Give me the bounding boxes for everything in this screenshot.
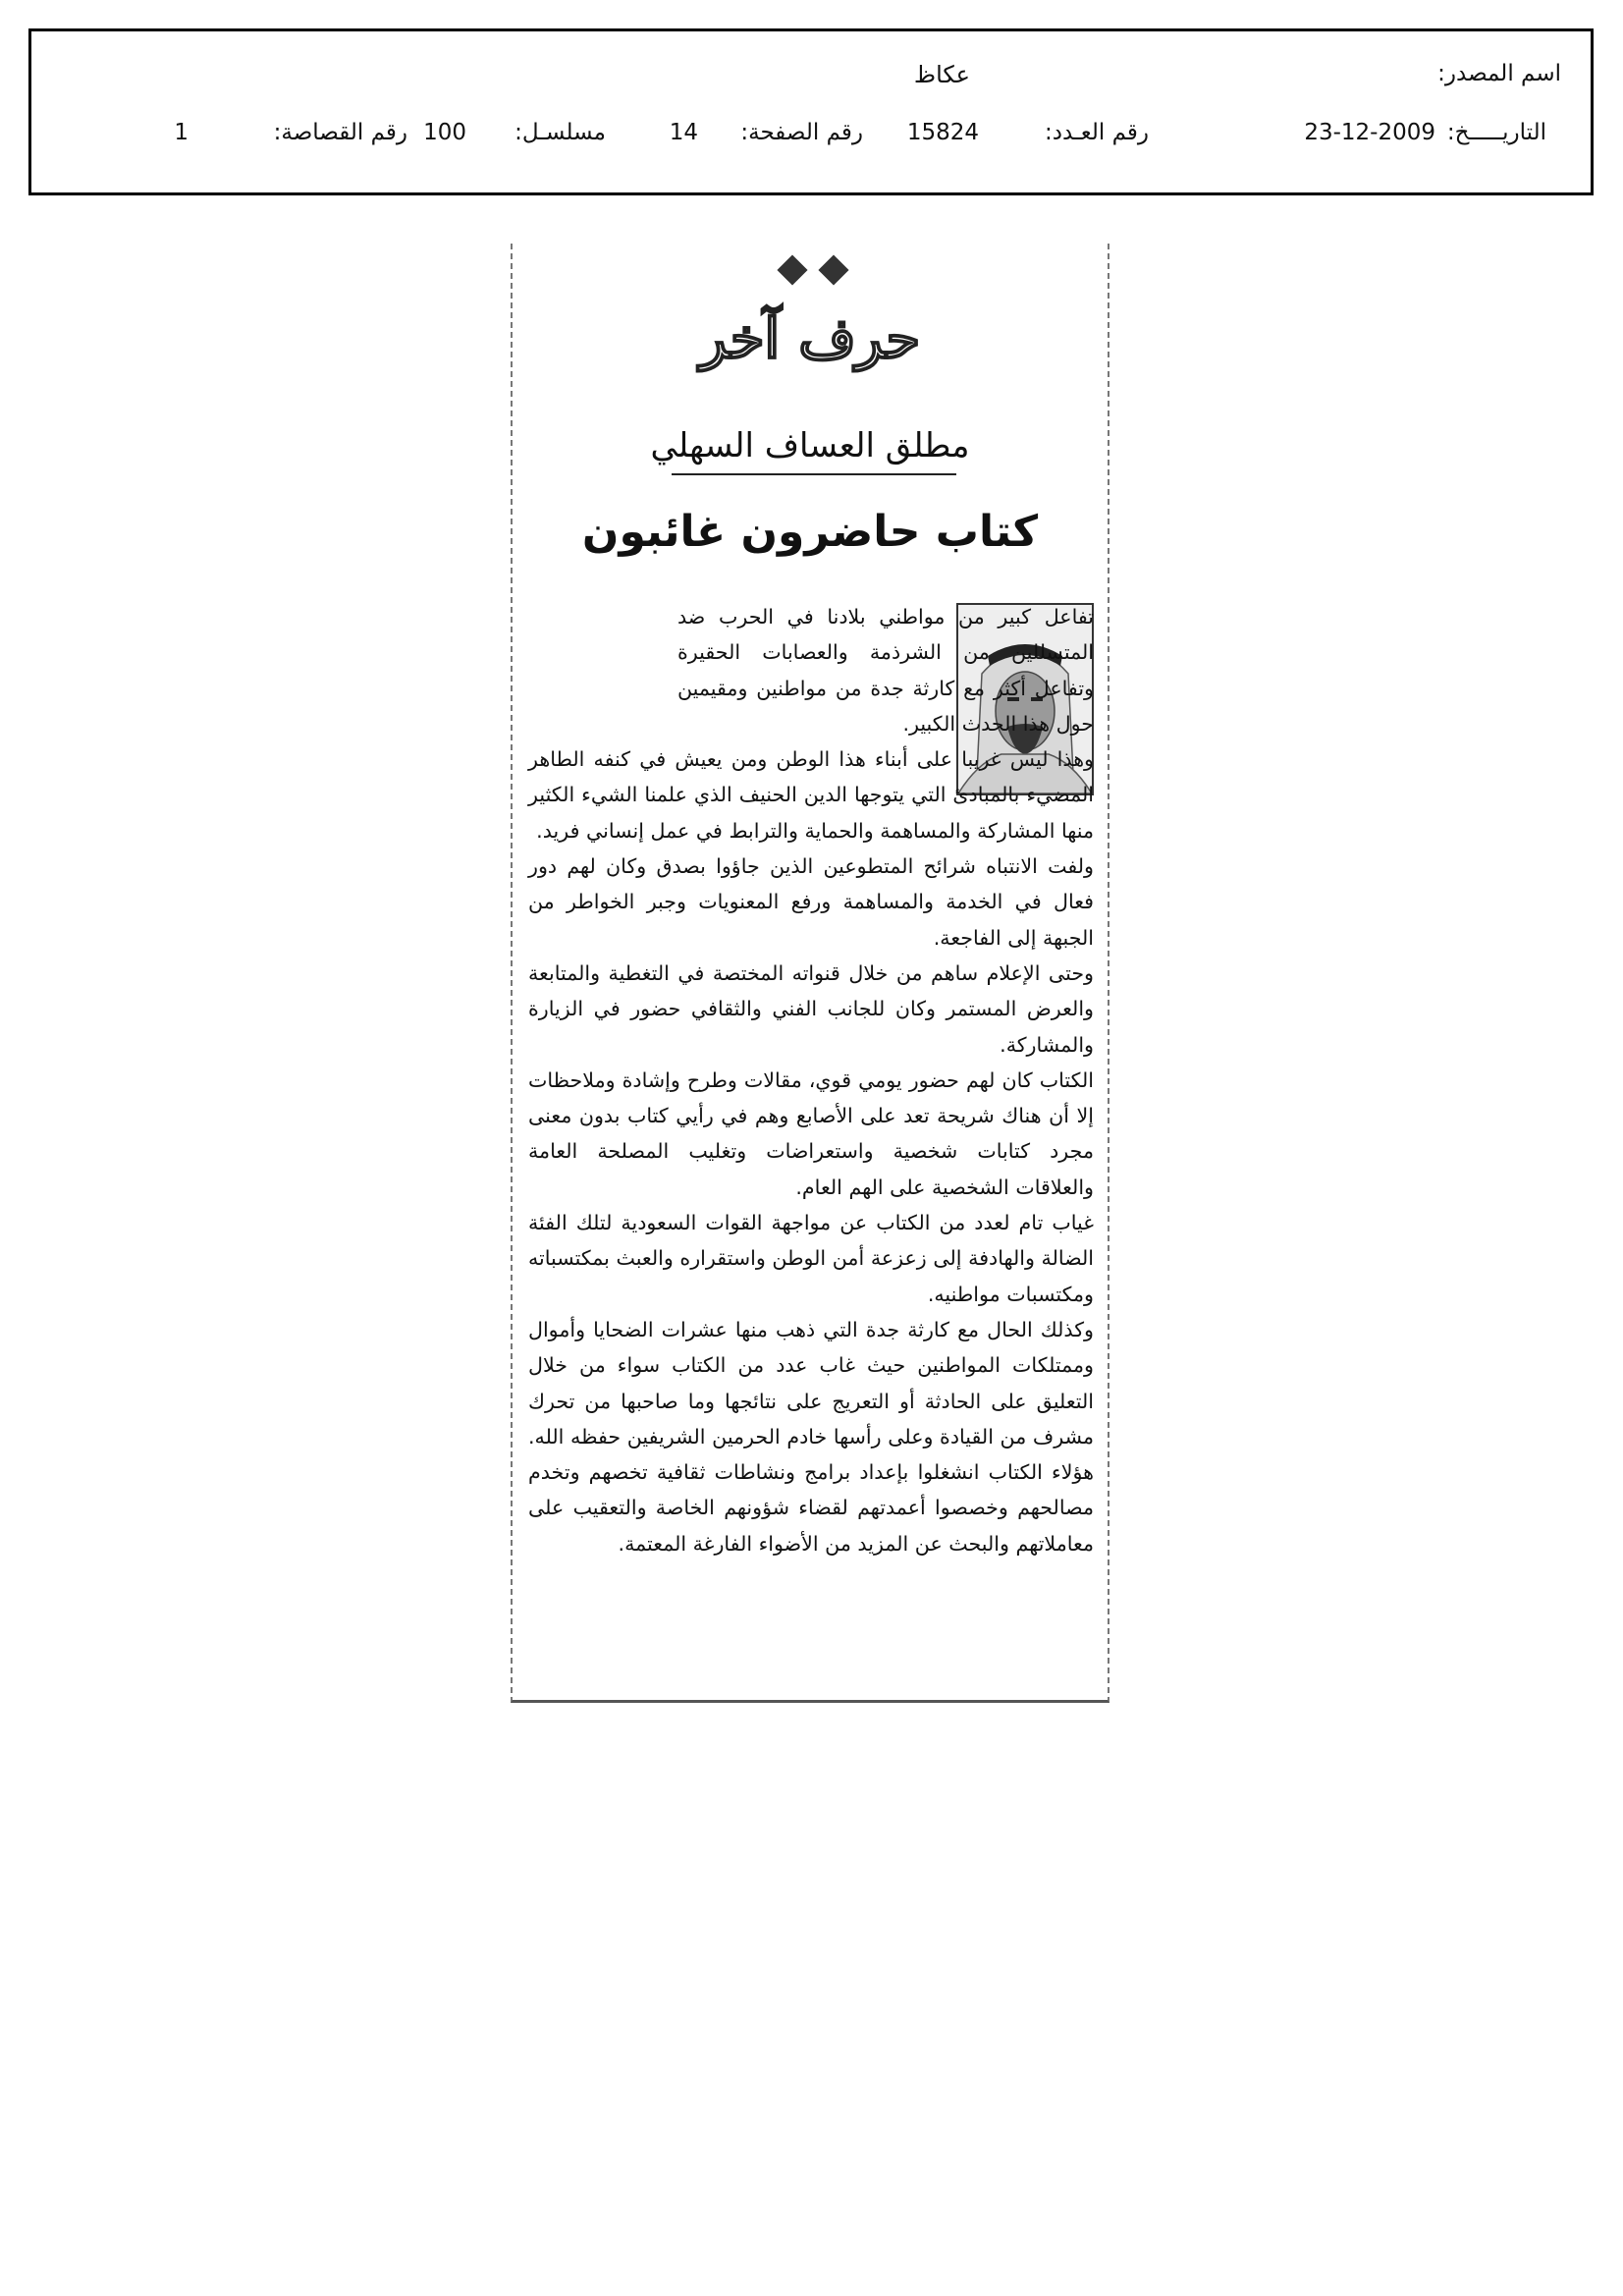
clipping-metadata-box <box>28 28 1594 195</box>
source-label: اسم المصدر: <box>1437 61 1561 86</box>
issue-label: رقم العـدد: <box>1044 120 1149 145</box>
issue-value: 15824 <box>906 120 979 145</box>
serial-label: مسلسـل: <box>514 120 606 145</box>
article-paragraph: وحتى الإعلام ساهم من خلال قنواته المختصة في التغطية والمتابعة والعرض المستمر وكان للجانب الفني والثقافي حضور في الزيارة والمشاركة. <box>528 960 1094 1057</box>
source-value: عكاظ <box>913 61 970 88</box>
article-paragraph: الكتاب كان لهم حضور يومي قوي، مقالات وطرح وإشادة وملاحظات إلا أن هناك شريحة تعد على الأصابع وهم في رأيي كتاب بدون معنى مجرد كتابات شخصية واستعراضات وتغليب المصلحة العامة والعلاقات الشخصية على الهم العام. <box>528 1067 1094 1199</box>
clip-number-label: رقم القصاصة: <box>273 120 407 145</box>
date-value: 23-12-2009 <box>1304 120 1435 145</box>
page-value: 14 <box>669 120 698 145</box>
newspaper-clipping <box>511 244 1109 1703</box>
article-headline: كتاب حاضرون غائبون <box>581 507 1039 557</box>
article-paragraph: وهذا ليس غريبا على أبناء هذا الوطن ومن يعيش في كنفه الطاهر المضيء بالمبادئ التي يتوجها الدين الحنيف الذي علمنا الشيء الكثير منها المشاركة والمساهمة والحماية والترابط في عمل إنساني فريد. <box>528 747 1094 843</box>
author-underline <box>672 473 956 475</box>
article-paragraph: غياب تام لعدد من الكتاب عن مواجهة القوات السعودية لتلك الفئة الضالة والهادفة إلى زعزعة أمن الوطن واستقراره والعبث بمكتسباته ومكتسبات مواطنيه. <box>528 1211 1094 1306</box>
author-name: مطلق العساف السهلي <box>650 426 970 465</box>
clip-number-value: 1 <box>174 120 189 145</box>
article-paragraph: ولفت الانتباه شرائح المتطوعين الذين جاؤوا بصدق وكان لهم دور فعال في الخدمة والمساهمة ورفع المعنويات وجبر الخواطر من الجبهة إلى الفاجعة. <box>528 854 1094 950</box>
article-paragraph-intro: تفاعل كبير من مواطني بلادنا في الحرب ضد المتسللين من الشرذمة والعصابات الحقيرة وتفاعل أكثر مع كارثة جدة من مواطنين ومقيمين حول هذا الحدث الكبير. <box>677 605 1094 736</box>
date-label: التاريـــــخ: <box>1446 120 1546 145</box>
article-paragraph: وكذلك الحال مع كارثة جدة التي ذهب منها عشرات الضحايا وأموال وممتلكات المواطنين حيث غاب عدد من الكتاب سواء من خلال التعليق على الحادثة أو التعريج على نتائجها وما صاحبها من تحرك مشرف من القيادة وعلى رأسها خادم الحرمين الشريفين حفظه الله. هؤلاء الكتاب انشغلوا بإعداد برامج ونشاطات ثقافية تخصهم وتخدم مصالحهم وخصصوا أعمدتهم لقضاء شؤونهم الخاصة والتعقيب على معاملاتهم والبحث عن المزيد من الأضواء الفارغة المعتمة. <box>528 1317 1094 1556</box>
serial-value: 100 <box>423 120 466 145</box>
diamond-ornament-icon <box>766 251 864 287</box>
article-body <box>528 599 1094 1561</box>
column-title: حرف آخر <box>699 306 921 371</box>
page-label: رقم الصفحة: <box>740 120 863 145</box>
